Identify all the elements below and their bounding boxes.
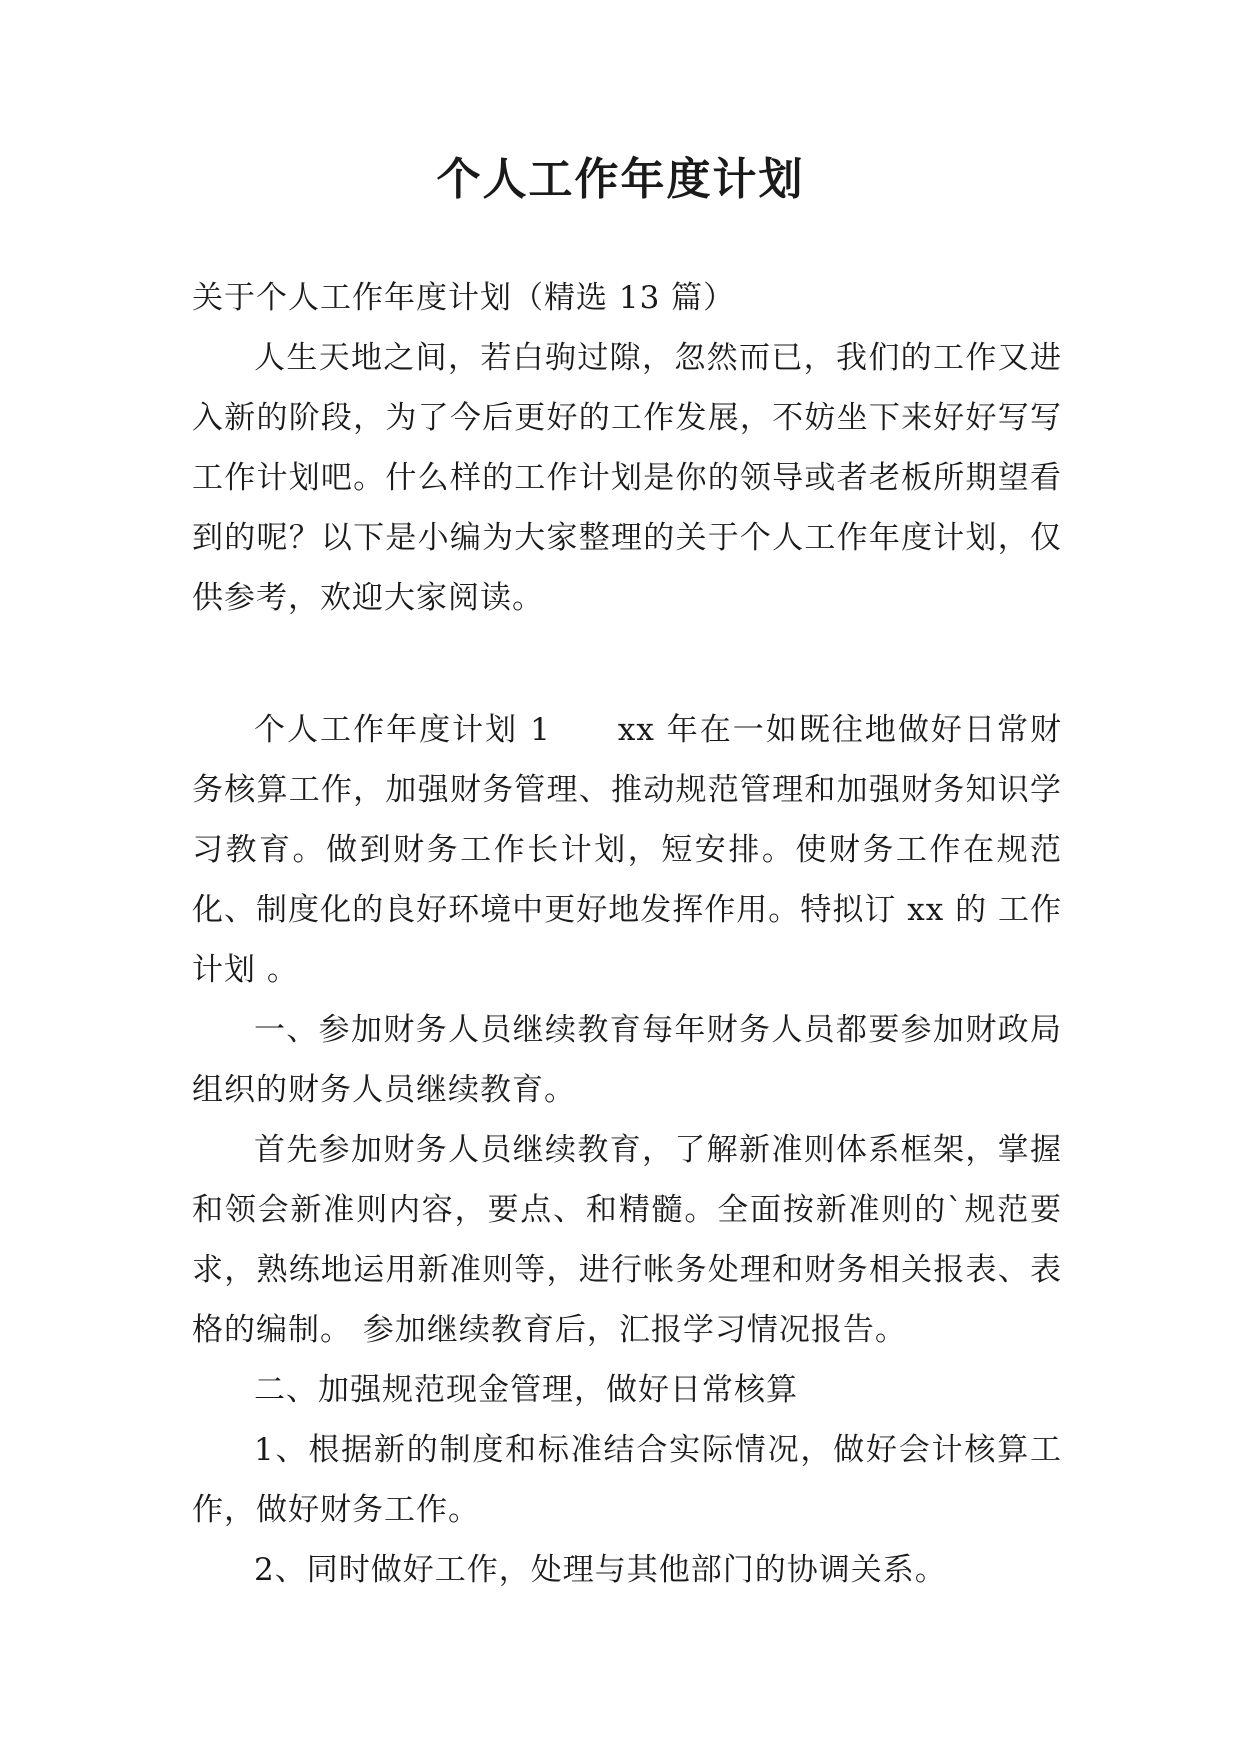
intro-paragraph: 人生天地之间，若白驹过隙，忽然而已，我们的工作又进入新的阶段，为了今后更好的工作发展，不妨坐下来好好写写工作计划吧。什么样的工作计划是你的领导或者老板所期望看到的呢？以下是小编为大家整理的关于个人工作年度计划，仅供参考，欢迎大家阅读。 xyxy=(192,340,1062,616)
paragraph-5: 1、根据新的制度和标准结合实际情况，做好会计核算工作，做好财务工作。 xyxy=(192,1432,1062,1528)
paragraph-3: 首先参加财务人员继续教育，了解新准则体系框架，掌握和领会新准则内容，要点、和精髓。全面按新准则的`规范要求，熟练地运用新准则等，进行帐务处理和财务相关报表、表格的编制。 参加继续教育后，汇报学习情况报告。 xyxy=(192,1132,1062,1348)
paragraph-2: 一、参加财务人员继续教育每年财务人员都要参加财政局组织的财务人员继续教育。 xyxy=(192,1012,1062,1108)
paragraph-1: 个人工作年度计划 1 xx 年在一如既往地做好日常财务核算工作，加强财务管理、推动规范管理和加强财务知识学习教育。做到财务工作长计划，短安排。使财务工作在规范化、制度化的良好环境中更好地发挥作用。特拟订 xx 的 工作计划 。 xyxy=(192,712,1062,988)
paragraph-4: 二、加强规范现金管理，做好日常核算 xyxy=(254,1372,798,1408)
document-title: 个人工作年度计划 xyxy=(436,154,805,205)
paragraph-6: 2、同时做好工作，处理与其他部门的协调关系。 xyxy=(254,1552,947,1588)
section-gap xyxy=(192,628,1062,700)
document-subtitle: 关于个人工作年度计划（精选 13 篇） xyxy=(192,280,736,316)
document-body xyxy=(192,268,1062,1600)
